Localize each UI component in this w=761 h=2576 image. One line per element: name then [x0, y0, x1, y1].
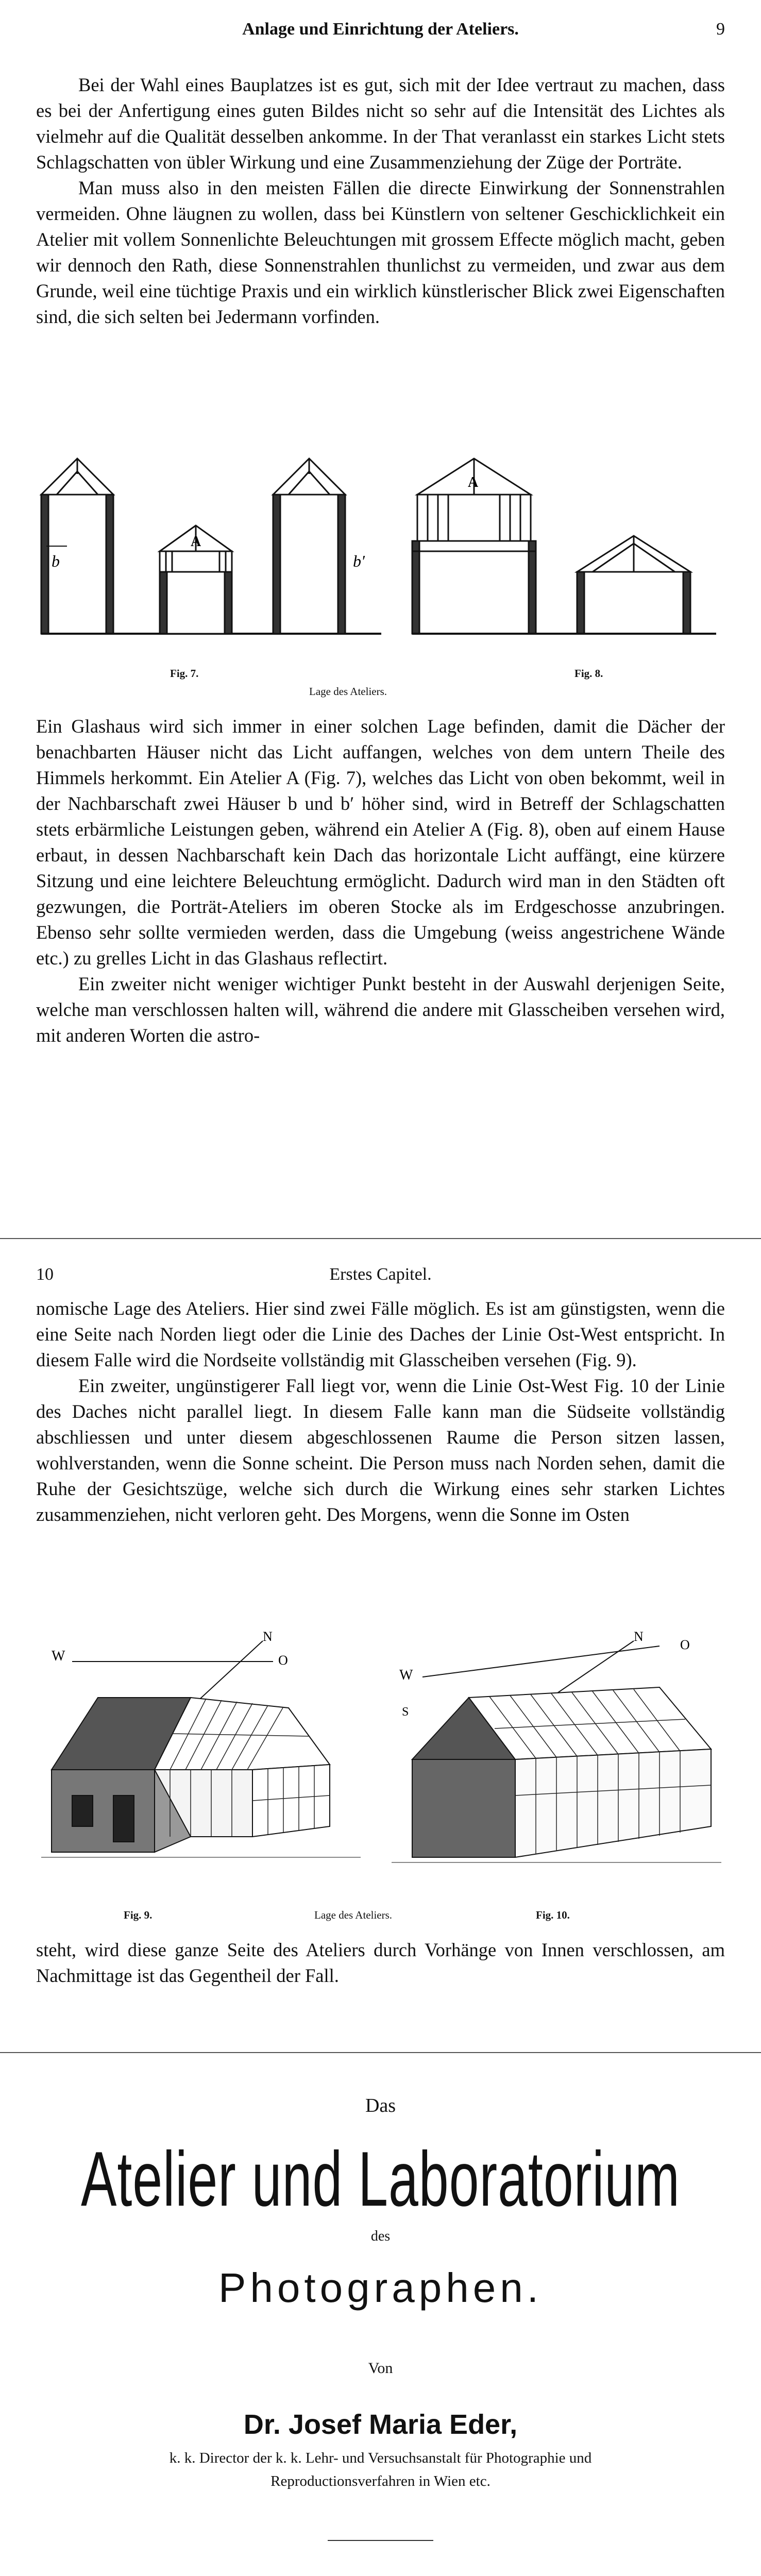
paragraph: Ein Glashaus wird sich immer in einer solchen Lage befinden, damit die Dächer der benachbarten Häuser nicht das Licht auffangen, welches von dem untern Theile des Himmels herkommt. Ein Atelier A (Fig. 7), welches das Licht von oben bekommt, weil in der Nachbarschaft zwei Häuser b und b′ höher sind, wird in Betreff der Schlagschatten stets erbärmliche Leistungen geben, während ein Atelier A (Fig. 8), oben auf einem Hause erbaut, in dessen Nachbarschaft kein Dach das horizontale Licht auffängt, eine kürzere Sitzung und eine leichtere Beleuchtung ermöglicht. Dadurch wird man in den Städten oft gezwungen, die Porträt-Ateliers im oberen Stocke als im Erdgeschosse anzubringen. Ebenso sehr sollte vermieden werden, dass die Umgebung (weiss angestrichene Wände etc.) zu grelles Licht in das Glashaus reflectirt. — [36, 716, 725, 969]
text-block-bottom — [36, 1937, 725, 1989]
compass-s-fig10: S — [402, 1705, 409, 1719]
running-head-title: Erstes Capitel. — [329, 1265, 432, 1284]
compass-n-fig10: N — [634, 1631, 644, 1644]
text-block-bottom — [36, 714, 725, 1048]
label-a-fig8: A — [468, 474, 479, 490]
paragraph: Ein zweiter, ungünstigerer Fall liegt vor, wenn die Linie Ost-West Fig. 10 der Linie des Daches nicht parallel liegt. In diesem Falle kann man die Südseite vollständig abschliessen und unter diesem abgeschlossenen Raume die Person sitzen lassen, wohlverstanden, wenn die Sonne scheint. Die Person muss nach Norden sehen, damit die Ruhe der Gesichtszüge, welche sich durch die Wirkung eines sehr starken Lichtes zusammenziehen, nicht verloren geht. Des Morgens, wenn die Sonne im Osten — [36, 1375, 725, 1525]
fig-8-caption: Fig. 8. — [574, 667, 603, 680]
paragraph: steht, wird diese ganze Seite des Ateliers durch Vorhänge von Innen verschlossen, am Nachmittage ist das Gegentheil der Fall. — [36, 1939, 725, 1986]
page-9 — [0, 0, 761, 1239]
running-head-title: Anlage und Einrichtung der Ateliers. — [242, 20, 519, 39]
page-number: 10 — [36, 1265, 54, 1284]
compass-w-fig9: W — [52, 1648, 65, 1664]
figures-caption: Lage des Ateliers. — [314, 1909, 393, 1921]
divider-rule — [328, 2540, 433, 2541]
book-title: Atelier und Laboratorium — [81, 2136, 680, 2223]
fig-7-caption: Fig. 7. — [170, 667, 199, 680]
figure-7-houses-diagram — [31, 443, 392, 649]
compass-w-fig10: W — [399, 1667, 413, 1683]
title-page — [0, 2053, 761, 2576]
title-das: Das — [365, 2095, 396, 2116]
fig-10-caption: Fig. 10. — [536, 1909, 570, 1921]
paragraph: nomische Lage des Ateliers. Hier sind zwei Fälle möglich. Es ist am günstigsten, wenn die eine Seite nach Norden liegt oder die Linie des Daches der Linie Ost-West entspricht. In diesem Falle wird die Nordseite vollständig mit Glasscheiben versehen (Fig. 9). — [36, 1298, 725, 1370]
text-block-top — [36, 1296, 725, 1528]
label-b-prime: b′ — [353, 552, 365, 570]
page-10 — [0, 1239, 761, 2053]
fig-9-caption: Fig. 9. — [124, 1909, 153, 1921]
author-name: Dr. Josef Maria Eder, — [243, 2409, 518, 2440]
figures-caption: Lage des Ateliers. — [309, 685, 387, 698]
running-header — [36, 20, 725, 50]
paragraph: Man muss also in den meisten Fällen die directe Einwirkung der Sonnenstrahlen vermeiden. Ohne läugnen zu wollen, dass bei Künstlern von seltener Geschicklichkeit ein Atelier mit vollem Sonnenlichte Beleuchtungen mit grossem Effecte möglich macht, geben wir dennoch den Rath, diese Sonnenstrahlen thunlichst zu vermeiden, und zwar aus dem Grunde, weil eine tüchtige Praxis und ein wirklich künstlerischer Blick zwei Eigenschaften sind, die sich selten bei Jedermann vorfinden. — [36, 177, 725, 327]
compass-n-fig9: N — [263, 1631, 273, 1644]
compass-o-fig9: O — [278, 1653, 288, 1668]
book-subject: Photographen. — [218, 2265, 543, 2311]
author-affiliation-2: Reproductionsverfahren in Wien etc. — [270, 2473, 491, 2489]
author-affiliation-1: k. k. Director der k. k. Lehr- und Versuchsanstalt für Photographie und — [169, 2450, 592, 2466]
title-von: Von — [368, 2360, 393, 2377]
figure-9-greenhouse-drawing — [41, 1631, 361, 1888]
figure-10-greenhouse-drawing — [392, 1631, 721, 1888]
paragraph: Bei der Wahl eines Bauplatzes ist es gut, sich mit der Idee vertraut zu machen, dass es bei der Anfertigung eines guten Bildes nicht so sehr auf die Intensität des Lichtes als vielmehr auf die Qualität desselben ankomme. In der That veranlasst ein starkes Licht stets Schlagschatten von übler Wirkung und eine Zusammenziehung der Züge der Porträte. — [36, 74, 725, 173]
compass-o-fig10: O — [680, 1637, 690, 1652]
figure-8-houses-diagram — [407, 443, 726, 649]
title-des: des — [370, 2228, 391, 2244]
paragraph: Ein zweiter nicht weniger wichtiger Punkt besteht in der Auswahl derjenigen Seite, welche man verschlossen halten will, während die andere mit Glasscheiben versehen wird, mit anderen Worten die astro- — [36, 973, 725, 1046]
running-header — [36, 1265, 725, 1296]
page-number: 9 — [716, 20, 725, 39]
label-b: b — [52, 552, 60, 570]
text-block-top — [36, 72, 725, 330]
label-a-fig7: A — [191, 534, 201, 550]
